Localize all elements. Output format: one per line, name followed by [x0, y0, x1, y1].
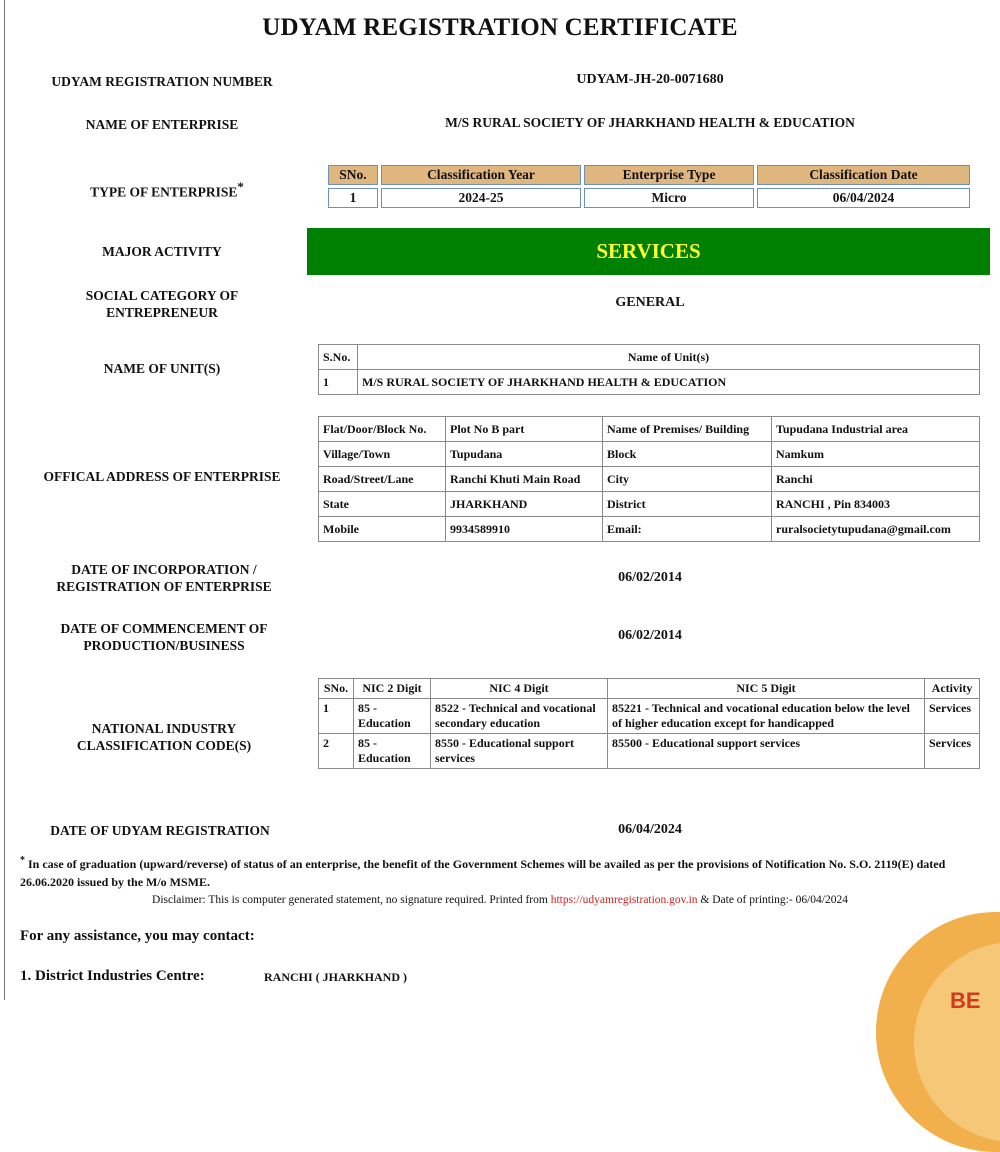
address-cell: Ranchi Khuti Main Road: [446, 467, 603, 492]
address-cell: RANCHI , Pin 834003: [772, 492, 980, 517]
disclaimer-date: & Date of printing:- 06/04/2024: [697, 894, 848, 906]
address-cell: Namkum: [772, 442, 980, 467]
footnote-text: In case of graduation (upward/reverse) of status of an enterprise, the benefit of the Government Schemes will be availed as per the provisions of Notification No. S.O. 2119(E) dated 26.06.2020 issued by the M/o MSME.: [20, 857, 946, 889]
seal-text: BE: [950, 988, 981, 1013]
udyam-date-value: 06/04/2024: [618, 822, 682, 837]
units-header-cell: Name of Unit(s): [358, 345, 980, 370]
nic-cell: 1: [319, 699, 354, 734]
major-activity-label: MAJOR ACTIVITY: [102, 244, 222, 259]
enterprise-type-label: [22, 178, 312, 201]
address-cell: Road/Street/Lane: [319, 467, 446, 492]
address-table: [318, 416, 980, 542]
units-table: [318, 344, 980, 395]
udyam-date-label: DATE OF UDYAM REGISTRATION: [50, 823, 270, 838]
nic-cell: 85221 - Technical and vocational education below the level of higher education except for handicapped: [608, 699, 925, 734]
nic-label: [20, 720, 308, 754]
address-cell: District: [603, 492, 772, 517]
address-cell: Plot No B part: [446, 417, 603, 442]
classification-header-cell: SNo.: [328, 165, 378, 185]
commencement-date-label-line1: DATE OF COMMENCEMENT OF: [60, 621, 268, 636]
address-cell: State: [319, 492, 446, 517]
disclaimer-text: Disclaimer: This is computer generated statement, no signature required. Printed from: [152, 894, 551, 906]
classification-row: [328, 188, 970, 208]
district-centre-label: 1. District Industries Centre:: [20, 968, 205, 984]
enterprise-type-label-text: TYPE OF ENTERPRISE: [90, 184, 238, 200]
nic-table: [318, 678, 980, 769]
page-title: UDYAM REGISTRATION CERTIFICATE: [262, 14, 738, 41]
nic-header-cell: NIC 5 Digit: [608, 679, 925, 699]
address-cell: Tupudana: [446, 442, 603, 467]
registration-number-value: UDYAM-JH-20-0071680: [576, 72, 724, 87]
nic-row: [319, 734, 980, 769]
nic-header-cell: Activity: [925, 679, 980, 699]
commencement-date-label: [20, 620, 308, 654]
address-cell: Block: [603, 442, 772, 467]
address-row: [319, 417, 980, 442]
address-cell: Email:: [603, 517, 772, 542]
units-label: NAME OF UNIT(S): [103, 361, 221, 376]
footnote: [20, 852, 980, 891]
classification-header-cell: Classification Date: [757, 165, 970, 185]
incorporation-date-label: [20, 561, 308, 595]
units-header-cell: S.No.: [319, 345, 358, 370]
incorporation-date-label-line1: DATE OF INCORPORATION /: [71, 562, 257, 577]
address-row: [319, 517, 980, 542]
commencement-date-value: 06/02/2014: [618, 628, 682, 643]
enterprise-name-value: M/S RURAL SOCIETY OF JHARKHAND HEALTH & EDUCATION: [445, 115, 855, 130]
classification-header-cell: Enterprise Type: [584, 165, 754, 185]
address-row: [319, 492, 980, 517]
units-cell: 1: [319, 370, 358, 395]
nic-cell: Services: [925, 699, 980, 734]
address-row: [319, 467, 980, 492]
address-cell: City: [603, 467, 772, 492]
commencement-date-label-line2: PRODUCTION/BUSINESS: [83, 638, 245, 653]
disclaimer: [0, 894, 1000, 906]
seal-inner-ring: [914, 942, 1000, 1142]
address-cell: Ranchi: [772, 467, 980, 492]
incorporation-date-label-line2: REGISTRATION OF ENTERPRISE: [56, 579, 272, 594]
address-cell: Flat/Door/Block No.: [319, 417, 446, 442]
social-category-value: GENERAL: [615, 295, 685, 310]
nic-cell: 8550 - Educational support services: [431, 734, 608, 769]
enterprise-type-star: *: [237, 179, 244, 194]
incorporation-date-value: 06/02/2014: [618, 570, 682, 585]
social-category-label-line2: ENTREPRENEUR: [106, 305, 218, 320]
address-cell: 9934589910: [446, 517, 603, 542]
enterprise-name-label: NAME OF ENTERPRISE: [85, 117, 239, 132]
nic-cell: 85 - Education: [354, 699, 431, 734]
classification-cell: Micro: [584, 188, 754, 208]
classification-header-cell: Classification Year: [381, 165, 581, 185]
nic-row: [319, 699, 980, 734]
major-activity-banner: SERVICES: [307, 228, 990, 275]
address-cell: Tupudana Industrial area: [772, 417, 980, 442]
official-seal: [876, 912, 1000, 1152]
social-category-label: [22, 287, 302, 321]
assistance-heading: For any assistance, you may contact:: [20, 928, 255, 944]
classification-table: [325, 162, 973, 211]
nic-label-line2: CLASSIFICATION CODE(S): [76, 738, 252, 753]
footnote-star: *: [20, 855, 25, 866]
nic-cell: 85500 - Educational support services: [608, 734, 925, 769]
address-cell: Name of Premises/ Building: [603, 417, 772, 442]
address-cell: Village/Town: [319, 442, 446, 467]
classification-header-row: [328, 165, 970, 185]
classification-cell: 06/04/2024: [757, 188, 970, 208]
registration-number-label: UDYAM REGISTRATION NUMBER: [51, 74, 273, 89]
units-cell: M/S RURAL SOCIETY OF JHARKHAND HEALTH & EDUCATION: [358, 370, 980, 395]
address-email[interactable]: ruralsocietytupudana@gmail.com: [772, 517, 980, 542]
nic-cell: Services: [925, 734, 980, 769]
units-row: [319, 370, 980, 395]
address-cell: Mobile: [319, 517, 446, 542]
page-border: [4, 0, 5, 1000]
district-centre-value: RANCHI ( JHARKHAND ): [264, 970, 407, 984]
nic-cell: 2: [319, 734, 354, 769]
nic-header-cell: NIC 4 Digit: [431, 679, 608, 699]
address-label: OFFICAL ADDRESS OF ENTERPRISE: [43, 469, 281, 484]
address-row: [319, 442, 980, 467]
nic-cell: 8522 - Technical and vocational secondary education: [431, 699, 608, 734]
nic-header-row: [319, 679, 980, 699]
nic-header-cell: SNo.: [319, 679, 354, 699]
classification-cell: 1: [328, 188, 378, 208]
classification-cell: 2024-25: [381, 188, 581, 208]
nic-label-line1: NATIONAL INDUSTRY: [91, 721, 237, 736]
nic-header-cell: NIC 2 Digit: [354, 679, 431, 699]
units-header-row: [319, 345, 980, 370]
address-cell: JHARKHAND: [446, 492, 603, 517]
social-category-label-line1: SOCIAL CATEGORY OF: [85, 288, 239, 303]
nic-cell: 85 - Education: [354, 734, 431, 769]
udyam-portal-link[interactable]: https://udyamregistration.gov.in: [550, 894, 698, 906]
